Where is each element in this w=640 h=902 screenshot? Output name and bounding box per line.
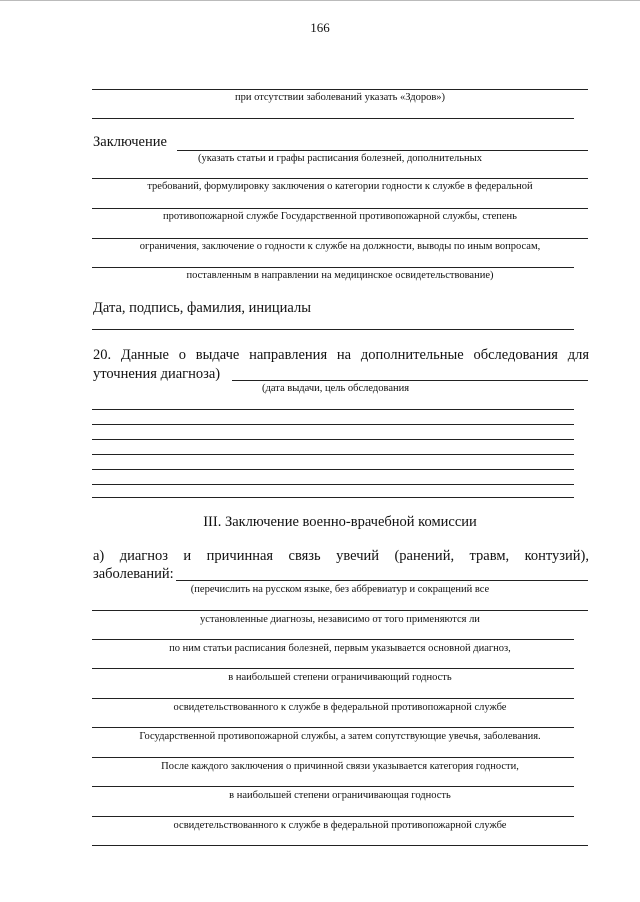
fill-line bbox=[92, 610, 588, 611]
fill-line bbox=[92, 816, 574, 817]
fill-line bbox=[177, 150, 588, 151]
conclusion-label: Заключение bbox=[93, 134, 167, 150]
conclusion-hint-3: противопожарной службе Государственной противопожарной службы, степень bbox=[163, 211, 517, 222]
health-note: при отсутствии заболеваний указать «Здоров») bbox=[234, 92, 446, 103]
conclusion-hint-1: (указать статьи и графы расписания болезней, дополнительных bbox=[198, 153, 482, 164]
fill-line bbox=[92, 698, 574, 699]
fill-line bbox=[92, 668, 574, 669]
section3-hint-6: Государственной противопожарной службы, а затем сопутствующие увечья, заболевания. bbox=[139, 731, 541, 742]
fill-line bbox=[92, 484, 574, 485]
fill-line bbox=[92, 845, 588, 846]
section3-a-line1: а) диагноз и причинная связь увечий (ранений, травм, контузий), bbox=[93, 548, 589, 564]
section3-heading: III. Заключение военно-врачебной комиссии bbox=[203, 514, 477, 530]
fill-line bbox=[92, 208, 588, 209]
fill-line bbox=[92, 454, 574, 455]
fill-line bbox=[92, 178, 588, 179]
section3-hint-3: по ним статьи расписания болезней, первым указывается основной диагноз, bbox=[169, 643, 511, 654]
fill-line bbox=[176, 580, 588, 581]
section3-hint-8: в наибольшей степени ограничивающая годность bbox=[229, 790, 451, 801]
fill-line bbox=[92, 439, 574, 440]
fill-line bbox=[92, 639, 574, 640]
section20-hint: (дата выдачи, цель обследования bbox=[262, 383, 410, 394]
fill-line bbox=[92, 424, 574, 425]
section3-hint-4: в наибольшей степени ограничивающий годность bbox=[228, 672, 452, 683]
page-number: 166 bbox=[310, 20, 330, 35]
fill-line bbox=[92, 469, 574, 470]
section3-a-line2: заболеваний: bbox=[93, 566, 174, 582]
fill-line bbox=[232, 380, 588, 381]
section3-hint-9: освидетельствованного к службе в федеральной противопожарной службе bbox=[173, 820, 507, 831]
section3-hint-2: установленные диагнозы, независимо от того применяются ли bbox=[200, 614, 480, 625]
fill-line bbox=[92, 757, 574, 758]
page-edge bbox=[0, 0, 640, 1]
section20-line2: уточнения диагноза) bbox=[93, 366, 221, 382]
fill-line bbox=[92, 267, 574, 268]
section3-hint-7: После каждого заключения о причинной связи указывается категория годности, bbox=[161, 761, 519, 772]
fill-line bbox=[92, 727, 574, 728]
fill-line bbox=[92, 409, 574, 410]
fill-line bbox=[92, 329, 574, 330]
section20-line1: 20. Данные о выдаче направления на дополнительные обследования для bbox=[93, 347, 589, 363]
fill-line bbox=[92, 118, 574, 119]
conclusion-hint-4: ограничения, заключение о годности к службе на должности, выводы по иным вопросам, bbox=[139, 241, 541, 252]
fill-line bbox=[92, 89, 588, 90]
fill-line bbox=[92, 786, 574, 787]
conclusion-hint-2: требований, формулировку заключения о категории годности к службе в федеральной bbox=[147, 181, 533, 192]
section3-hint-1: (перечислить на русском языке, без аббревиатур и сокращений все bbox=[190, 584, 490, 595]
fill-line bbox=[92, 238, 588, 239]
conclusion-hint-5: поставленным в направлении на медицинское освидетельствование) bbox=[186, 270, 494, 281]
fill-line bbox=[92, 497, 574, 498]
section3-hint-5: освидетельствованного к службе в федеральной противопожарной службе bbox=[173, 702, 507, 713]
signature-label: Дата, подпись, фамилия, инициалы bbox=[93, 300, 311, 316]
